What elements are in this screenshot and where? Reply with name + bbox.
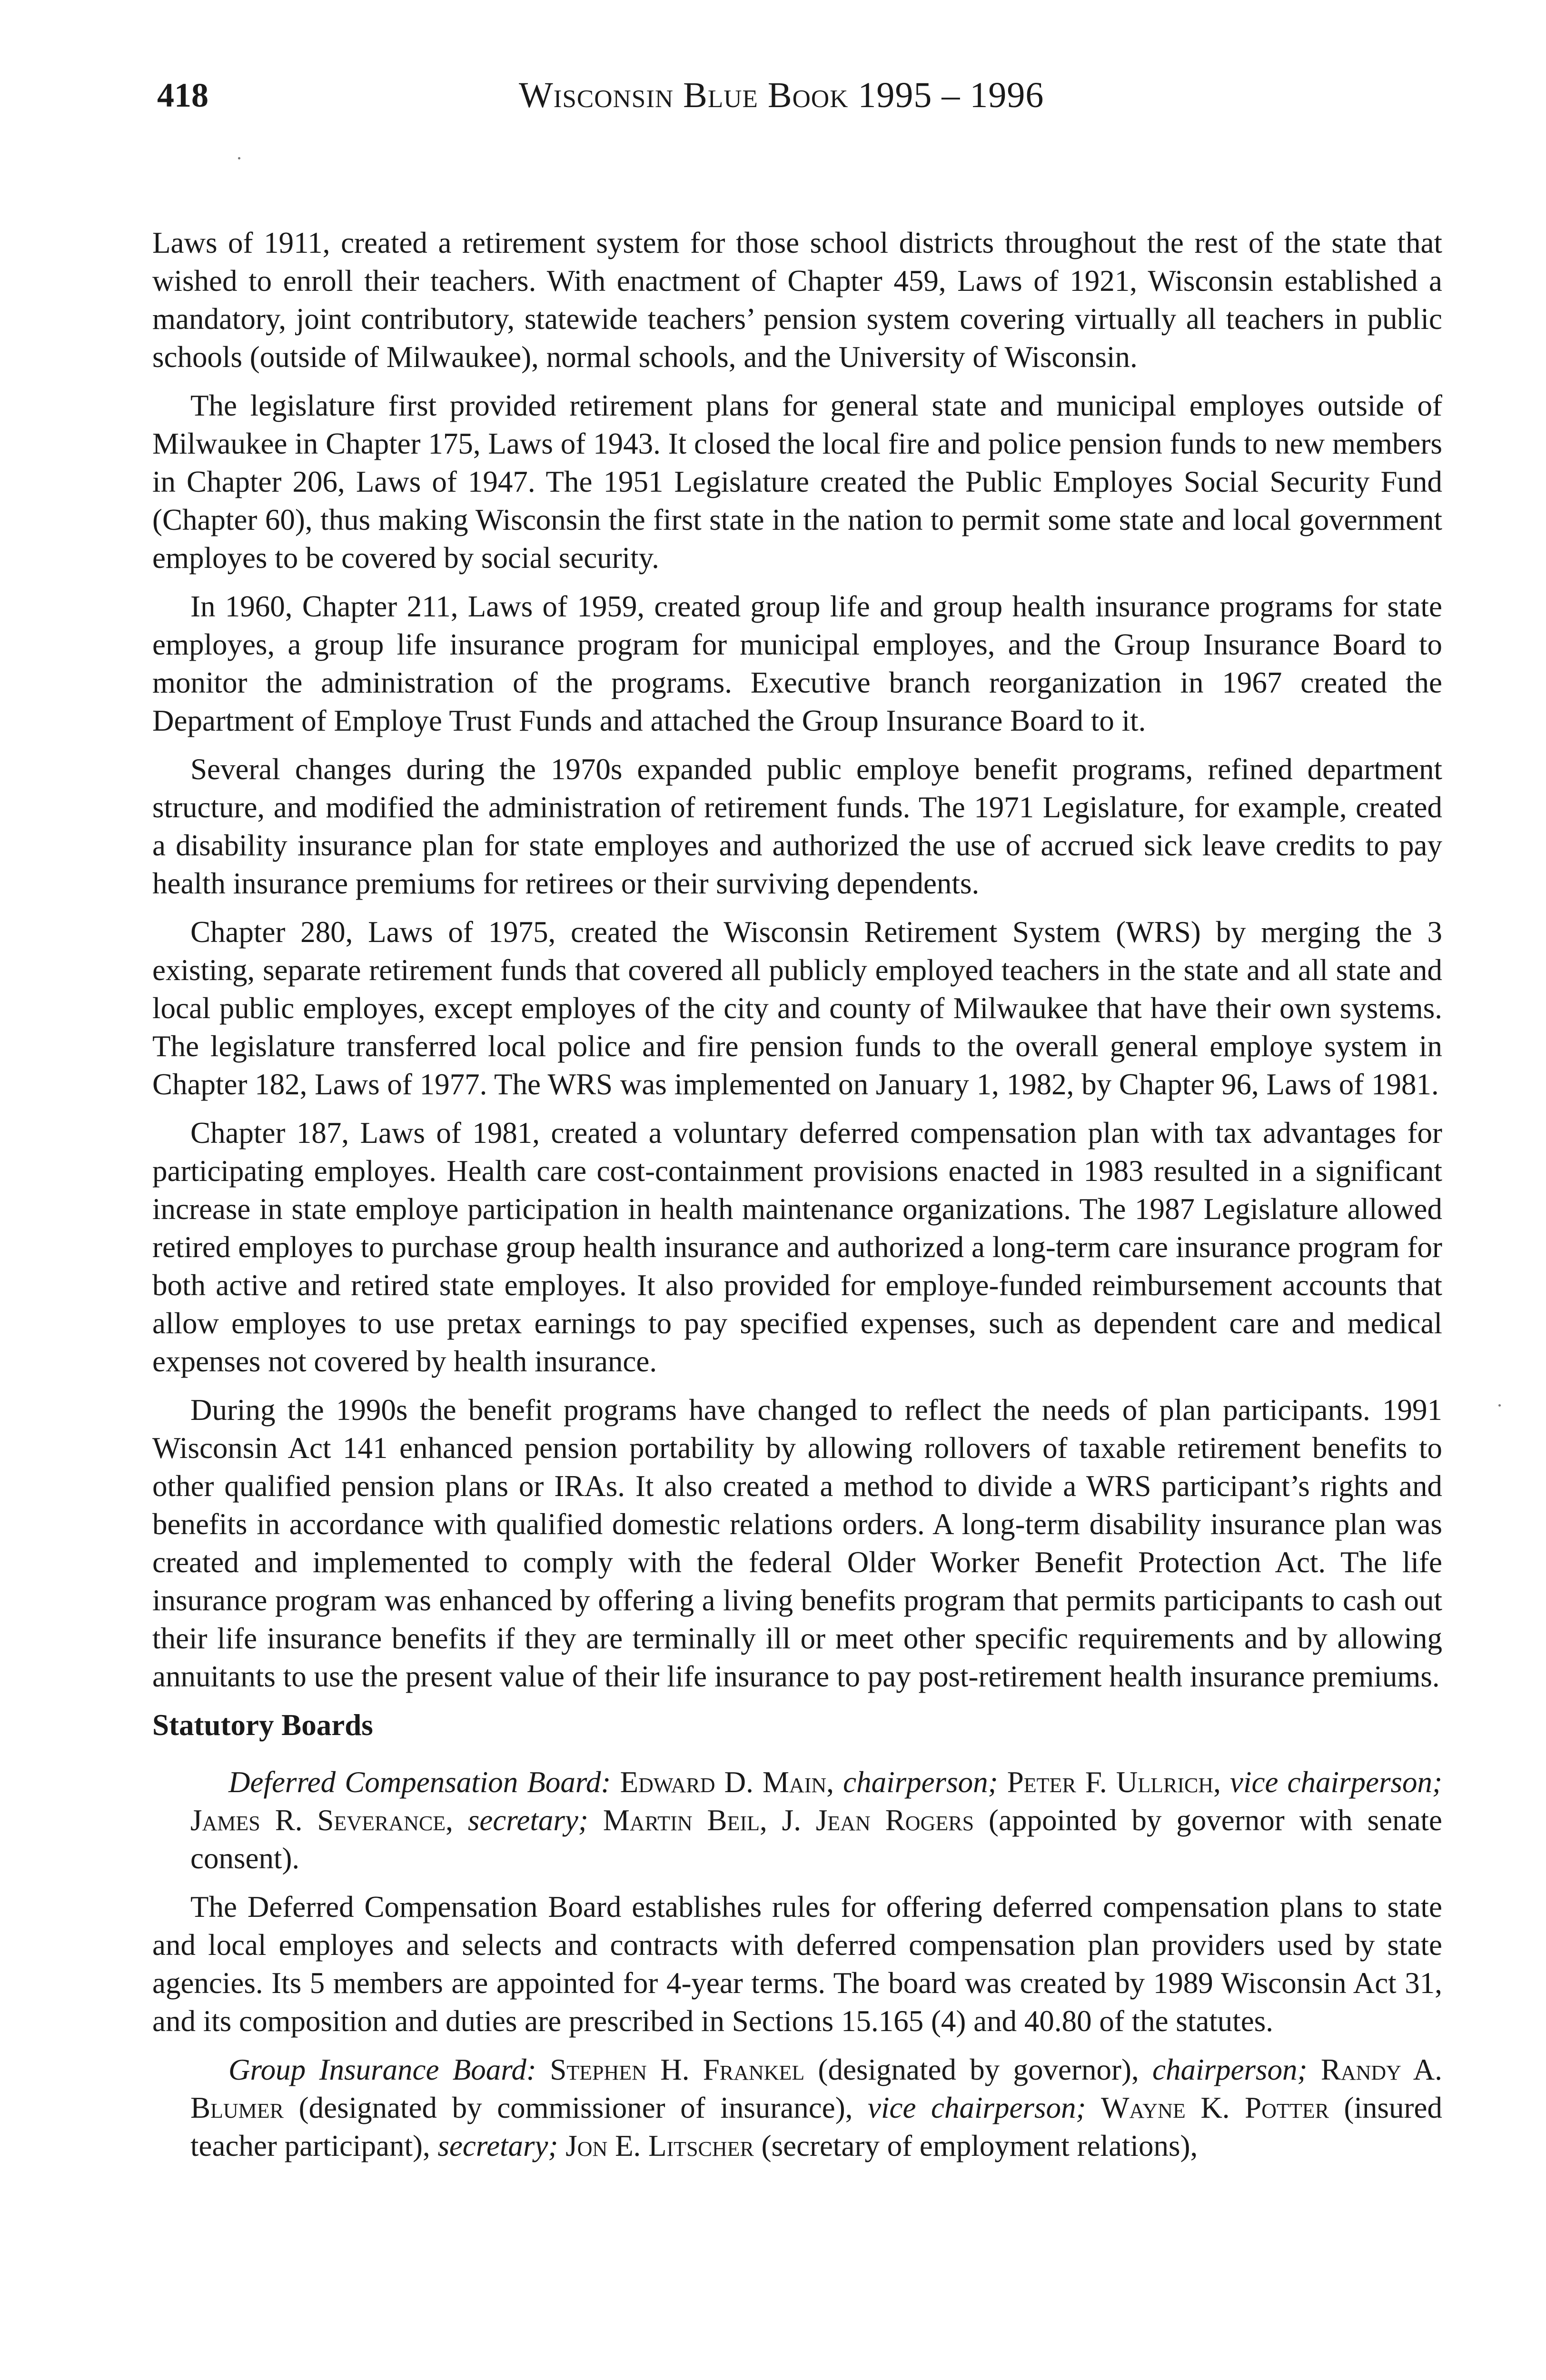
page-number: 418 xyxy=(157,76,208,114)
group-insurance-board-entry xyxy=(152,2051,1442,2165)
section-heading: Statutory Boards xyxy=(152,1708,373,1742)
board-label: Group Insurance Board: xyxy=(228,2053,536,2086)
member-name: Edward D. Main, xyxy=(620,1765,834,1799)
member-name: Peter F. Ullrich, xyxy=(1007,1765,1221,1799)
member-note: (secretary of employment relations), xyxy=(761,2129,1198,2162)
body-paragraph: Chapter 187, Laws of 1981, created a voluntary deferred compensation plan with tax advantages for participating employes. Health care cost-containment provisions enacted in 1983 resulted in a significant increase in state employe participation in health maintenance organizations. The 1987 Legislature allowed retired employes to purchase group health insurance and authorized a long-term care insurance program for both active and retired state employes. It also provided for employe-funded reimbursement accounts that allow employes to use pretax earnings to pay specified expenses, such as dependent care and medical expenses not covered by health insurance. xyxy=(152,1116,1442,1378)
member-name: Martin Beil, J. Jean Rogers xyxy=(603,1804,974,1837)
board-description: The Deferred Compensation Board establishes rules for offering deferred compensation plans to state and local employes and selects and contracts with deferred compensation plan providers used by state agencies. Its 5 members are appointed for 4-year terms. The board was created by 1989 Wisconsin Act 31, and its composition and duties are prescribed in Sections 15.165 (4) and 40.80 of the statutes. xyxy=(152,1890,1442,2038)
appointment-note: (appointed by governor with senate consent). xyxy=(190,1804,1443,1875)
body-paragraph: In 1960, Chapter 211, Laws of 1959, created group life and group health insurance programs for state employes, a group life insurance program for municipal employes, and the Group Insurance Board to monitor the administration of the programs. Executive branch reorganization in 1967 created the Department of Employe Trust Funds and attached the Group Insurance Board to it. xyxy=(152,590,1442,737)
member-name: Jon E. Litscher xyxy=(565,2129,754,2162)
body-paragraph: Chapter 280, Laws of 1975, created the Wisconsin Retirement System (WRS) by merging the 3 existing, separate retirement funds that covered all publicly employed teachers in the state and all state and local public employes, except employes of the city and county of Milwaukee that have their own systems. The legislature transferred local police and fire pension funds to the overall general employe system in Chapter 182, Laws of 1977. The WRS was implemented on January 1, 1982, by Chapter 96, Laws of 1981. xyxy=(152,915,1442,1101)
member-name: Randy A. Blumer xyxy=(190,2053,1443,2124)
scan-speck xyxy=(1498,1404,1501,1407)
member-role: chairperson; xyxy=(1152,2053,1308,2086)
page-body xyxy=(152,224,1442,2175)
body-paragraph: Laws of 1911, created a retirement system for those school districts throughout the rest of the state that wished to enroll their teachers. With enactment of Chapter 459, Laws of 1921, Wisconsin established a mandatory, joint contributory, statewide teachers’ pension system covering virtually all teachers in public schools (outside of Milwaukee), normal schools, and the University of Wisconsin. xyxy=(152,226,1442,374)
board-label: Deferred Compensation Board: xyxy=(228,1765,611,1799)
member-role: chairperson; xyxy=(843,1765,998,1799)
scan-speck xyxy=(238,157,240,159)
body-paragraph: Several changes during the 1970s expanded public employe benefit programs, refined department structure, and modified the administration of retirement funds. The 1971 Legislature, for example, created a disability insurance plan for state employes and authorized the use of accrued sick leave credits to pay health insurance premiums for retirees or their surviving dependents. xyxy=(152,753,1442,900)
member-name: James R. Severance, xyxy=(190,1804,453,1837)
member-role: vice chairperson; xyxy=(868,2091,1086,2124)
page-header xyxy=(157,71,1442,138)
body-paragraph: The legislature first provided retirement plans for general state and municipal employes outside of Milwaukee in Chapter 175, Laws of 1943. It closed the local fire and police pension funds to new members in Chapter 206, Laws of 1947. The 1951 Legislature created the Public Employes Social Security Fund (Chapter 60), thus making Wisconsin the first state in the nation to permit some state and local government employes to be covered by social security. xyxy=(152,389,1442,575)
member-note: (designated by commissioner of insurance), xyxy=(298,2091,853,2124)
member-name: Stephen H. Frankel xyxy=(550,2053,805,2086)
member-role: secretary; xyxy=(437,2129,558,2162)
running-head: Wisconsin Blue Book 1995 – 1996 xyxy=(519,75,1044,115)
member-note: (designated by governor), xyxy=(818,2053,1139,2086)
member-note: (insured teacher participant), xyxy=(190,2091,1442,2162)
member-role: vice chairperson; xyxy=(1230,1765,1443,1799)
deferred-compensation-board-entry xyxy=(152,1763,1442,1877)
member-name: Wayne K. Potter xyxy=(1101,2091,1329,2124)
body-paragraph: During the 1990s the benefit programs have changed to reflect the needs of plan participants. 1991 Wisconsin Act 141 enhanced pension portability by allowing rollovers of taxable retirement benefits to other qualified pension plans or IRAs. It also created a method to divide a WRS participant’s rights and benefits in accordance with qualified domestic relations orders. A long-term disability insurance plan was created and implemented to comply with the federal Older Worker Benefit Protection Act. The life insurance program was enhanced by offering a living benefits program that permits participants to cash out their life insurance benefits if they are terminally ill or meet other specific requirements and by allowing annuitants to use the present value of their life insurance to pay post-retirement health insurance premiums. xyxy=(152,1393,1442,1693)
member-role: secretary; xyxy=(467,1804,588,1837)
